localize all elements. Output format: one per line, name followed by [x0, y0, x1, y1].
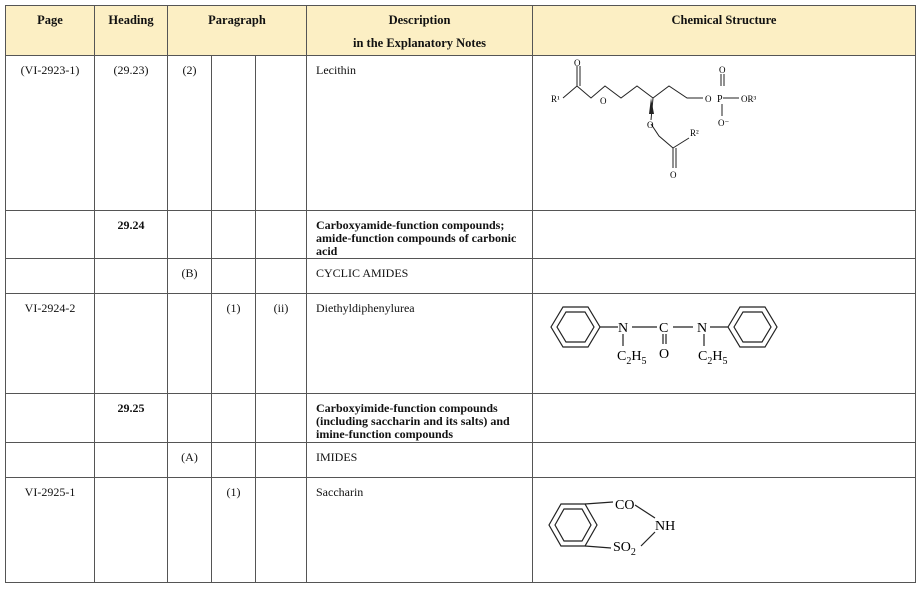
- cell-paragraph-3: [256, 394, 307, 443]
- cell-heading: [95, 443, 168, 478]
- cell-page: [6, 443, 95, 478]
- oxygen-label: O: [719, 65, 726, 75]
- table-row: [6, 259, 916, 294]
- cell-structure: [533, 478, 916, 583]
- lecithin-structure: [533, 56, 916, 206]
- sulfonyl-label: $SO_2$: [613, 540, 636, 558]
- cell-description: Diethyldiphenylurea: [307, 294, 533, 394]
- cell-paragraph-1: [168, 294, 212, 394]
- cell-page: VI-2924-2: [6, 294, 95, 394]
- oxygen-label: O: [574, 58, 581, 68]
- table-row: [6, 211, 916, 259]
- cell-paragraph-3: (ii): [256, 294, 307, 394]
- cell-description: Saccharin: [307, 478, 533, 583]
- table-row: [6, 56, 916, 211]
- header-row: [6, 6, 916, 56]
- cell-paragraph-3: [256, 259, 307, 294]
- cell-heading: 29.25: [95, 394, 168, 443]
- header-structure: Chemical Structure: [533, 6, 916, 56]
- ethyl-group-label: $C_2H_5$: [617, 349, 647, 367]
- cell-page: [6, 394, 95, 443]
- cell-structure: [533, 294, 916, 394]
- cell-structure: [533, 394, 916, 443]
- cell-page: VI-2925-1: [6, 478, 95, 583]
- cell-paragraph-2: [212, 56, 256, 211]
- r3-label: OR³: [741, 94, 757, 104]
- cell-structure: [533, 259, 916, 294]
- cell-description: IMIDES: [307, 443, 533, 478]
- cell-description: Carboxyamide-function compounds; amide-function compounds of carbonic acid: [307, 211, 533, 259]
- cell-heading: (29.23): [95, 56, 168, 211]
- cell-paragraph-2: (1): [212, 294, 256, 394]
- oxygen-label: O: [647, 120, 654, 130]
- cell-heading: [95, 259, 168, 294]
- cell-description: CYCLIC AMIDES: [307, 259, 533, 294]
- r1-label: R¹: [551, 94, 560, 104]
- cell-paragraph-1: (B): [168, 259, 212, 294]
- cell-paragraph-3: [256, 211, 307, 259]
- cell-heading: [95, 478, 168, 583]
- cell-structure: [533, 443, 916, 478]
- carbonyl-label: CO: [615, 498, 635, 513]
- explanatory-notes-table: [5, 5, 916, 583]
- r2-label: R²: [690, 128, 699, 138]
- saccharin-structure: [533, 478, 916, 578]
- cell-paragraph-3: [256, 56, 307, 211]
- phosphorus-label: P: [717, 94, 723, 105]
- cell-paragraph-1: (A): [168, 443, 212, 478]
- oxygen-label: O: [705, 94, 712, 104]
- table-row: [6, 394, 916, 443]
- nitrogen-label: N: [697, 321, 708, 336]
- imide-nh-label: NH: [655, 519, 676, 534]
- cell-paragraph-2: (1): [212, 478, 256, 583]
- oxygen-label: O: [670, 170, 677, 180]
- cell-heading: 29.24: [95, 211, 168, 259]
- cell-description: Lecithin: [307, 56, 533, 211]
- cell-paragraph-2: [212, 259, 256, 294]
- oxygen-label: O: [659, 347, 670, 362]
- cell-paragraph-1: [168, 478, 212, 583]
- cell-page: [6, 211, 95, 259]
- cell-heading: [95, 294, 168, 394]
- cell-paragraph-3: [256, 443, 307, 478]
- cell-paragraph-1: [168, 211, 212, 259]
- cell-page: [6, 259, 95, 294]
- table-row: [6, 478, 916, 583]
- cell-paragraph-2: [212, 394, 256, 443]
- oxygen-label: O: [600, 96, 607, 106]
- cell-paragraph-2: [212, 443, 256, 478]
- cell-structure: [533, 56, 916, 211]
- cell-page: (VI-2923-1): [6, 56, 95, 211]
- header-paragraph: Paragraph: [168, 6, 307, 56]
- carbon-label: C: [659, 321, 669, 336]
- o-minus-label: O⁻: [718, 118, 730, 128]
- header-heading: Heading: [95, 6, 168, 56]
- cell-description: Carboxyimide-function compounds (including saccharin and its salts) and imine-function compounds: [307, 394, 533, 443]
- cell-paragraph-3: [256, 478, 307, 583]
- diethyldiphenylurea-structure: [533, 294, 916, 390]
- header-page: Page: [6, 6, 95, 56]
- cell-structure: [533, 211, 916, 259]
- cell-paragraph-1: [168, 394, 212, 443]
- nitrogen-label: N: [618, 321, 629, 336]
- header-description: Description in the Explanatory Notes: [307, 6, 533, 56]
- cell-paragraph-1: (2): [168, 56, 212, 211]
- cell-paragraph-2: [212, 211, 256, 259]
- ethyl-group-label: $C_2H_5$: [698, 349, 728, 367]
- table-row: [6, 294, 916, 394]
- table-row: [6, 443, 916, 478]
